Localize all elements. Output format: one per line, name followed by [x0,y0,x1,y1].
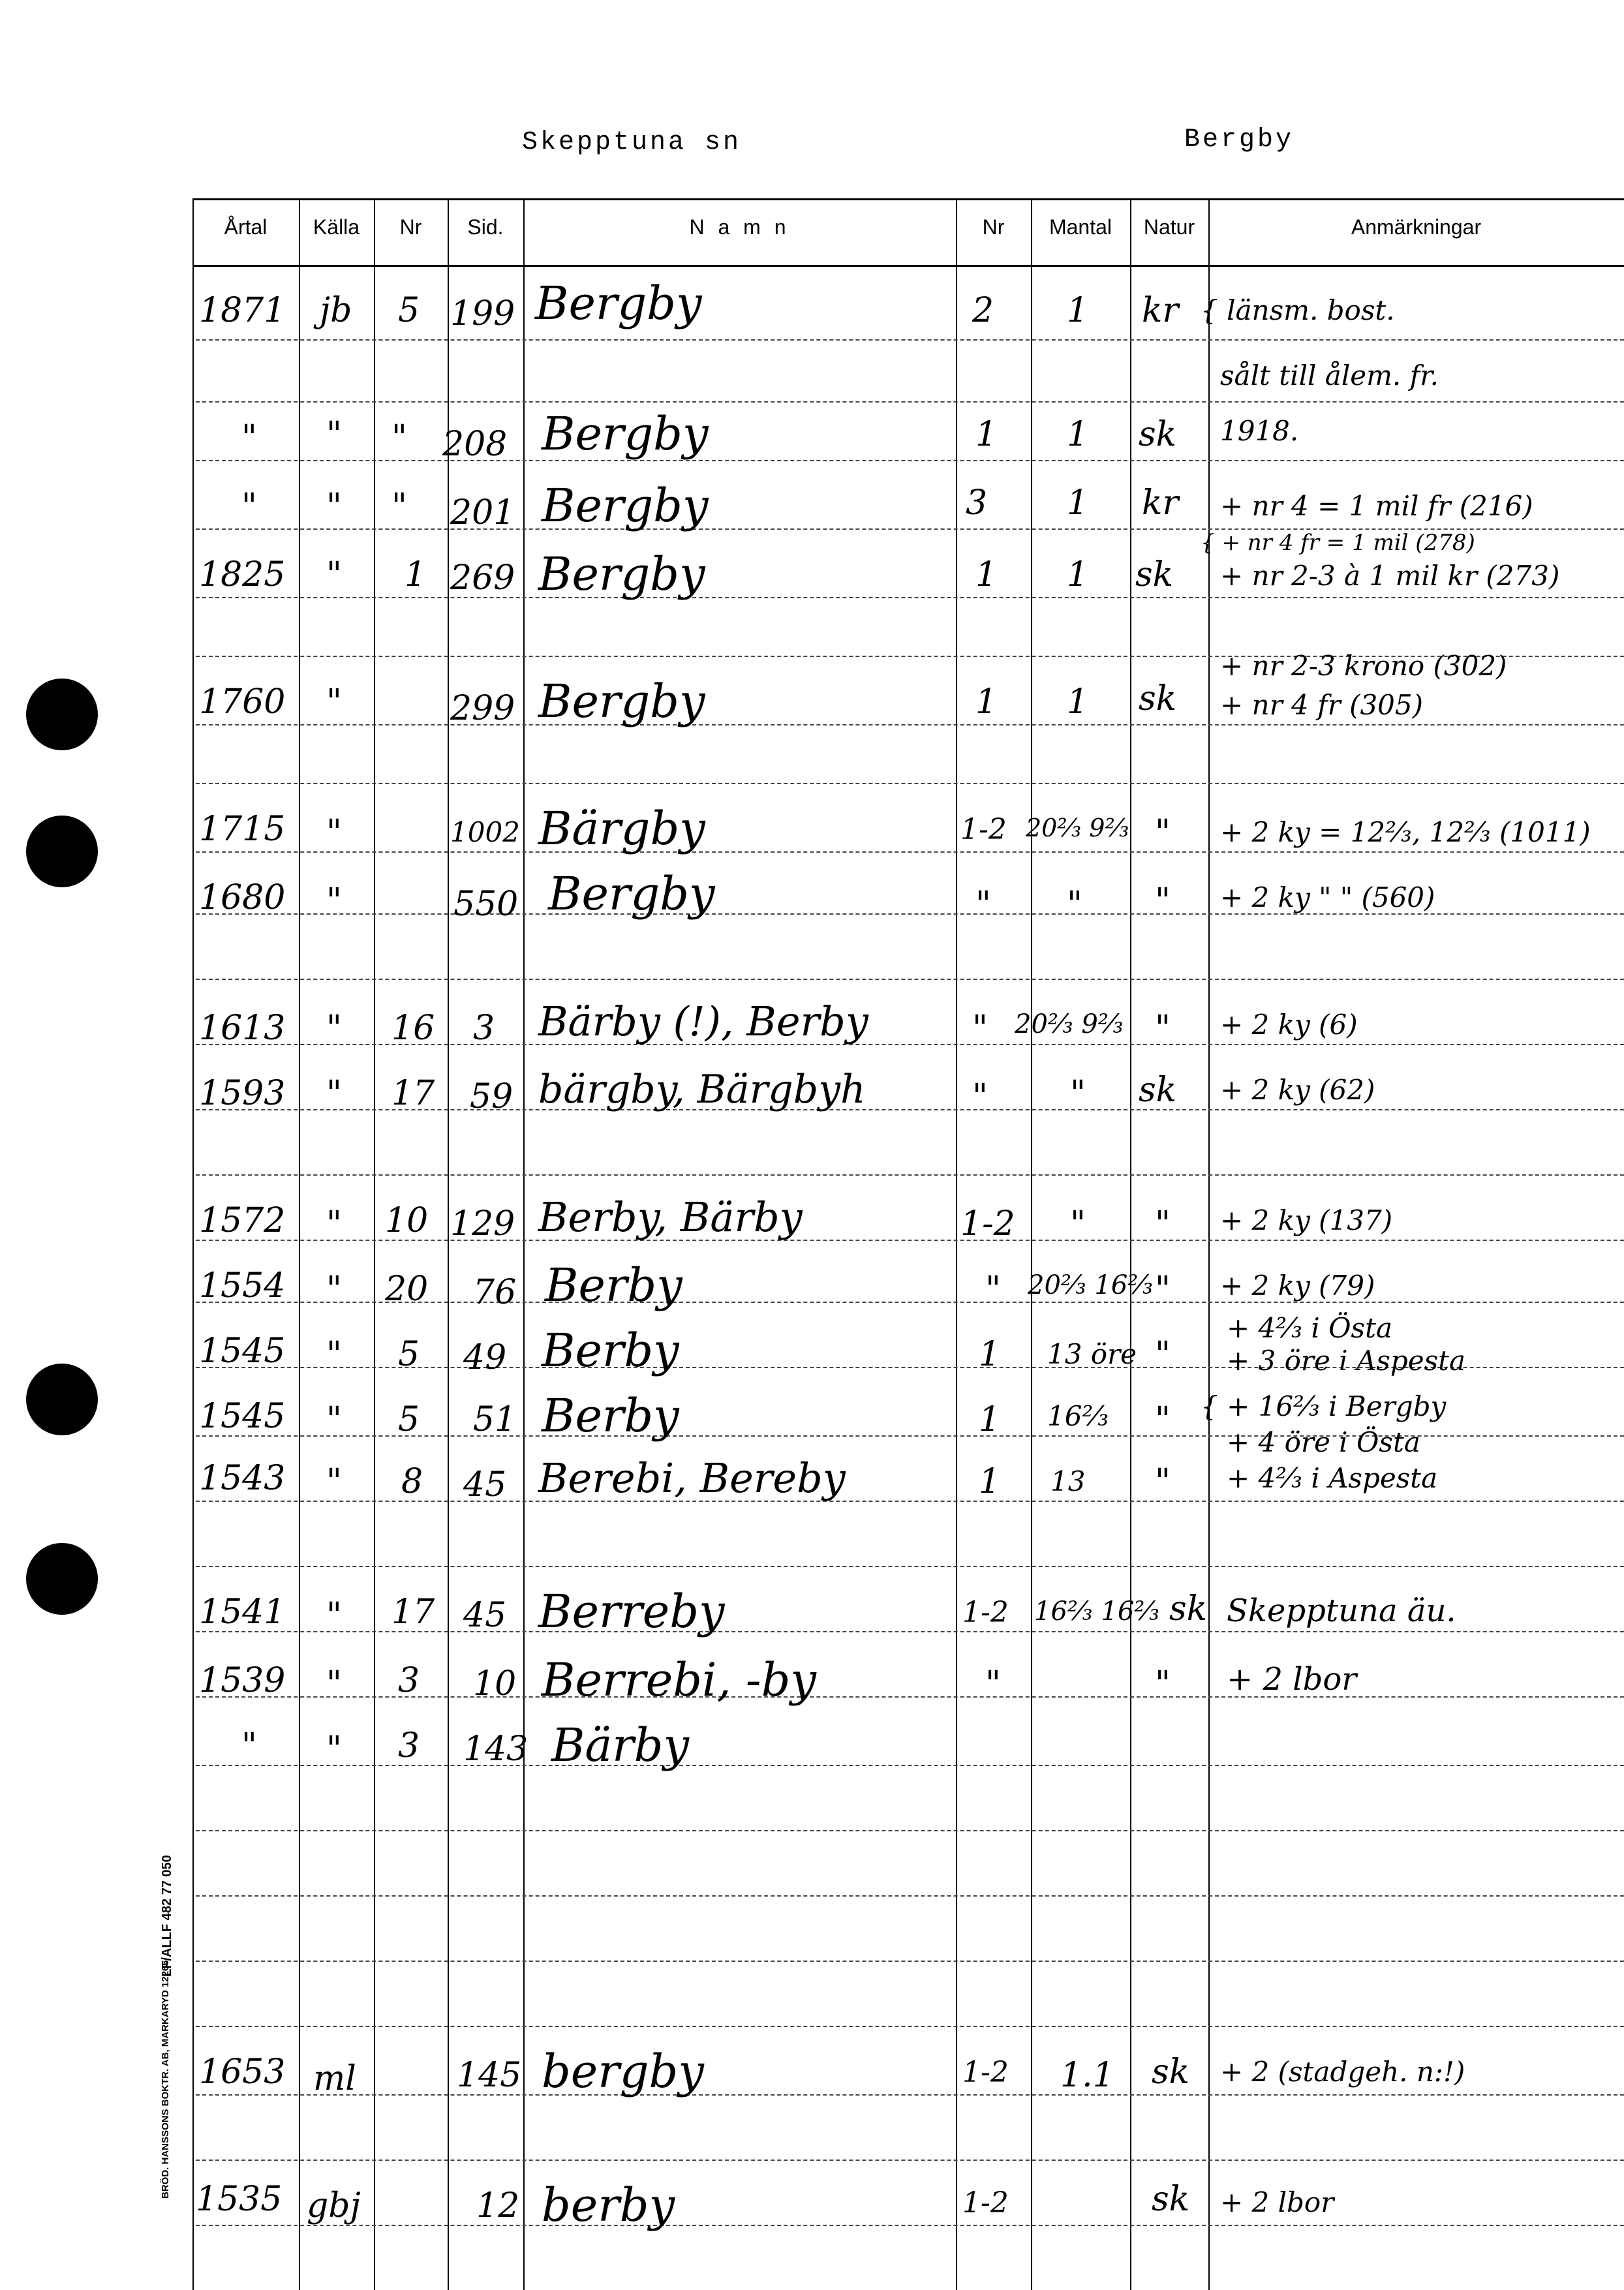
cell-nr2: 1 [979,1400,1001,1439]
row-rule [196,1895,1624,1897]
cell-name: Bärby (!), Berby [538,998,868,1045]
cell-year: 1613 [199,1009,286,1048]
cell-natur: " [1155,1270,1171,1309]
cell-year: 1680 [199,878,286,917]
column-divider [192,200,194,2290]
col-head-nr: Nr [399,215,422,239]
cell-nr: 10 [385,1201,429,1240]
village-name: Bergby [1184,125,1295,155]
cell-mantal: 1 [1067,291,1089,330]
cell-source: " [326,1074,342,1113]
cell-source: " [326,1270,342,1309]
cell-page: 299 [450,689,515,728]
cell-name: bergby [542,2045,704,2098]
row-rule [196,1566,1624,1567]
col-head-natur: Natur [1143,215,1195,239]
cell-year: 1543 [199,1459,286,1498]
cell-mantal: 1 [1067,682,1089,722]
cell-name: Bergby [548,867,715,921]
col-head-page: Sid. [467,215,504,239]
cell-note: { länsm. bost. [1201,294,1395,326]
row-rule [196,2094,1624,2096]
cell-nr2: " [972,1009,988,1048]
row-rule [196,1830,1624,1831]
column-divider [1208,200,1210,2290]
column-divider [956,200,957,2290]
cell-source: " [326,487,342,526]
row-rule [196,913,1624,915]
cell-nr2: 1-2 [960,813,1007,846]
cell-note: 1918. [1220,415,1299,447]
cell-source: " [326,1664,342,1703]
cell-source: " [326,1400,342,1439]
header-bottom-border [192,265,1624,267]
cell-mantal: " [1067,885,1082,924]
cell-name: Bergby [538,675,705,728]
cell-natur: sk [1152,2180,1190,2219]
cell-natur: " [1155,1462,1171,1501]
cell-natur: sk [1139,679,1177,718]
parish-name: Skepptuna sn [522,128,742,157]
cell-source: ml [313,2059,356,2098]
cell-year: 1545 [199,1332,286,1371]
column-divider [1031,200,1032,2290]
cell-note: + 4⅔ i Aspesta [1227,1462,1438,1494]
cell-nr2: 1 [975,555,998,594]
row-rule [196,2026,1624,2027]
cell-year: 1653 [199,2053,286,2092]
cell-nr: 1 [405,555,427,594]
cell-source: gbj [307,2186,361,2225]
row-rule [196,1961,1624,1962]
cell-year: 1871 [199,291,286,330]
cell-year: 1715 [199,810,286,849]
cell-nr: 3 [398,1726,420,1765]
cell-source: " [326,555,342,594]
row-rule [196,724,1624,725]
cell-page: 59 [470,1077,513,1116]
cell-nr: 17 [391,1074,435,1113]
cell-natur: sk [1139,415,1177,454]
cell-mantal: 1.1 [1060,2056,1114,2095]
cell-mantal: 20⅔ 9⅔ [1026,814,1129,842]
cell-note: + 2 lbor [1227,1661,1357,1698]
cell-name: Bergby [542,407,709,461]
cell-note: + 4⅔ i Östa [1227,1312,1393,1344]
cell-mantal: " [1070,1204,1086,1244]
cell-name: Bergby [538,547,705,601]
cell-mantal: 1 [1067,483,1089,523]
cell-page: 51 [473,1400,517,1439]
cell-nr: 16 [391,1009,435,1048]
cell-mantal: 1 [1067,555,1089,594]
col-head-year: Årtal [224,215,268,239]
cell-name: Bergby [535,277,702,330]
cell-nr: 3 [398,1661,420,1700]
cell-nr: 5 [398,291,420,330]
cell-nr: 17 [391,1593,435,1632]
col-head-name: N a m n [689,215,790,239]
cell-nr: 8 [401,1462,423,1501]
cell-note: + 2 ky (79) [1220,1270,1375,1302]
cell-year: 1554 [199,1266,286,1305]
cell-page: 145 [457,2056,522,2095]
cell-note: + 2 lbor [1220,2186,1334,2218]
cell-page: 208 [442,425,508,464]
row-rule [196,2225,1624,2226]
cell-nr2: 1 [979,1462,1001,1501]
cell-year: " [241,487,257,526]
cell-year: 1760 [199,682,286,722]
row-rule [196,1174,1624,1176]
cell-note-2: + 3 öre i Aspesta [1227,1345,1466,1377]
cell-nr: " [391,487,407,526]
cell-nr2: " [985,1270,1001,1309]
cell-nr2: 3 [966,483,988,523]
cell-name: bärgby, Bärgbyh [538,1067,866,1112]
cell-year: 1572 [199,1201,286,1240]
cell-natur: " [1155,1204,1171,1244]
cell-mantal: 20⅔ 9⅔ [1015,1009,1124,1039]
cell-natur: " [1155,1664,1171,1703]
cell-year: 1539 [199,1661,286,1700]
cell-name: Berrebi, -by [542,1653,816,1707]
cell-page: 1002 [450,816,520,848]
printer-imprint: BRÖD. HANSSONS BOKTR. AB, MARKARYD 12266 [160,1960,171,2199]
cell-mantal: 13 [1050,1465,1086,1497]
cell-page: 3 [473,1009,495,1048]
cell-source: " [326,1335,342,1374]
cell-name: Berby, Bärby [538,1193,803,1241]
cell-name: Berby [545,1259,682,1312]
row-rule [196,979,1624,980]
cell-year: 1593 [199,1074,286,1113]
cell-source: " [326,1204,342,1244]
column-divider [299,200,300,2290]
cell-year: 1545 [199,1397,286,1436]
cell-name: Bergby [542,479,709,532]
cell-page: 12 [476,2186,520,2225]
punch-hole [26,816,98,887]
cell-source: " [326,682,342,722]
cell-nr2: 1 [975,415,998,454]
cell-mantal: " [1070,1074,1086,1113]
cell-note: + 2 ky (6) [1220,1009,1358,1041]
cell-mantal: 1 [1067,415,1089,454]
row-rule [196,2160,1624,2161]
cell-natur: sk [1135,555,1174,594]
cell-page: 199 [450,294,515,333]
cell-note-2: + nr 2-3 à 1 mil kr (273) [1220,560,1560,592]
cell-note: + nr 2-3 krono (302) [1220,650,1507,682]
row-rule [196,851,1624,853]
cell-nr: " [391,418,407,457]
cell-page: 201 [450,493,515,532]
cell-year: " [241,418,257,457]
cell-source: " [326,1596,342,1635]
cell-page: 129 [450,1204,515,1244]
column-divider [523,200,525,2290]
cell-page: 550 [453,885,519,924]
cell-page: 45 [463,1596,507,1635]
cell-name: Berreby [538,1585,725,1638]
cell-note: + 2 ky = 12⅔, 12⅔ (1011) [1220,816,1591,848]
cell-year: 1541 [199,1593,286,1632]
cell-note: + 2 ky (137) [1220,1204,1393,1236]
cell-note: + 2 ky " " (560) [1220,881,1435,913]
cell-note-2: + 4 öre i Östa [1227,1426,1420,1458]
cell-source: " [326,813,342,852]
table-top-border [192,198,1624,200]
cell-natur: " [1155,1335,1171,1374]
cell-nr2: 1-2 [960,1204,1015,1244]
cell-note: Skepptuna äu. [1227,1593,1456,1629]
punch-hole [26,1543,98,1615]
cell-year: 1535 [196,2180,283,2219]
cell-nr2: 1-2 [962,2056,1009,2089]
cell-page: 45 [463,1465,507,1504]
cell-mantal: 16⅔ 16⅔ [1034,1596,1160,1626]
cell-nr2: " [972,1077,988,1116]
cell-name: Berby [542,1389,679,1443]
cell-nr: 5 [398,1335,420,1374]
cell-natur: " [1155,1400,1171,1439]
cell-note: + 2 (stadgeh. n:!) [1220,2056,1465,2088]
cell-mantal: 16⅔ [1047,1400,1109,1432]
punch-hole [26,679,98,750]
cell-natur: " [1155,1009,1171,1048]
cell-nr: 20 [385,1270,429,1309]
cell-natur: sk [1169,1589,1208,1628]
cell-nr2: " [985,1664,1001,1703]
cell-nr2: 1 [979,1335,1001,1374]
cell-natur: kr [1142,483,1179,523]
column-divider [1130,200,1131,2290]
cell-page: 76 [473,1273,517,1312]
row-rule [196,783,1624,784]
cell-source: jb [320,291,352,330]
cell-nr2: 1 [975,682,998,722]
cell-natur: " [1155,881,1171,921]
cell-nr2: " [975,885,991,924]
col-head-notes: Anmärkningar [1351,215,1482,239]
cell-name: Bärgby [538,802,705,855]
cell-mantal: 13 öre [1047,1338,1137,1370]
cell-nr2: 1-2 [962,1596,1009,1629]
col-head-nr2: Nr [982,215,1005,239]
cell-source: " [326,1009,342,1048]
cell-note: sålt till ålem. fr. [1220,359,1439,391]
punch-hole [26,1364,98,1435]
cell-note: { + 16⅔ i Bergby [1201,1390,1447,1422]
cell-mantal: 20⅔ 16⅔ [1028,1270,1154,1300]
cell-natur: sk [1152,2053,1190,2092]
cell-source: " [326,881,342,921]
cell-year: 1825 [199,555,286,594]
cell-note: + nr 4 = 1 mil fr (216) [1220,490,1533,522]
cell-source: " [326,1462,342,1501]
cell-note: { + nr 4 fr = 1 mil (278) [1201,530,1475,556]
cell-natur: sk [1139,1071,1177,1110]
row-rule [196,339,1624,341]
cell-source: " [326,1730,342,1769]
cell-year: " [241,1726,257,1765]
cell-page: 10 [473,1664,517,1703]
column-divider [374,200,375,2290]
cell-page: 49 [463,1338,507,1377]
cell-name: Berebi, Bereby [538,1454,846,1502]
cell-natur: " [1155,813,1171,852]
cell-natur: kr [1142,291,1179,330]
cell-source: " [326,415,342,454]
cell-nr2: 2 [972,291,994,330]
cell-page: 143 [463,1730,529,1769]
row-rule [196,597,1624,598]
cell-note-2: + nr 4 fr (305) [1220,689,1424,721]
cell-nr2: 1-2 [962,2186,1009,2220]
cell-name: Bärby [551,1718,689,1772]
col-head-source: Källa [313,215,360,239]
cell-name: Berby [542,1324,679,1377]
col-head-mantal: Mantal [1049,215,1112,239]
cell-note: + 2 ky (62) [1220,1074,1375,1106]
cell-nr: 5 [398,1400,420,1439]
form-number: LF/ALLF 482 77 050 [160,1855,174,1977]
row-rule [196,401,1624,403]
column-divider [448,200,449,2290]
cell-name: berby [542,2178,675,2232]
cell-page: 269 [450,558,515,598]
row-rule [196,460,1624,461]
